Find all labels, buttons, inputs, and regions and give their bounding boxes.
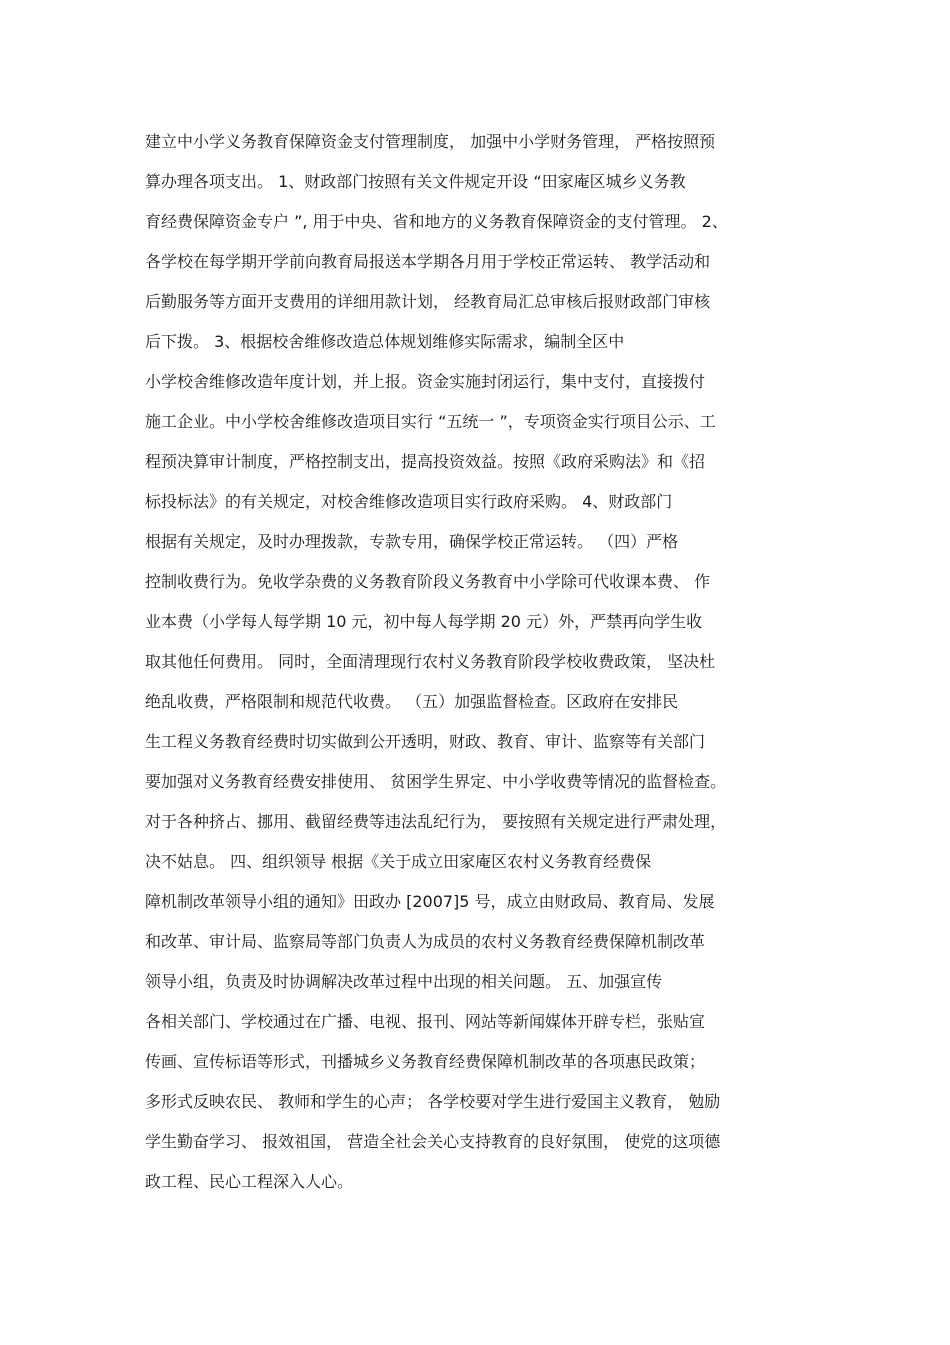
text-line: 各相关部门、学校通过在广播、电视、报刊、网站等新闻媒体开辟专栏，张贴宣: [145, 1012, 706, 1031]
text-line: 生工程义务教育经费时切实做到公开透明，财政、教育、审计、监察等有关部门: [145, 732, 706, 751]
text-line: 传画、宣传标语等形式，刊播城乡义务教育经费保障机制改革的各项惠民政策；: [145, 1052, 706, 1071]
text-line: 控制收费行为。免收学杂费的义务教育阶段义务教育中小学除可代收课本费、 作: [145, 572, 711, 591]
text-line: 绝乱收费，严格限制和规范代收费。 （五）加强监督检查。区政府在安排民: [145, 692, 679, 711]
text-line: 小学校舍维修改造年度计划，并上报。资金实施封闭运行，集中支付，直接拨付: [145, 372, 706, 391]
text-line: 政工程、民心工程深入人心。: [145, 1172, 354, 1191]
text-line: 标投标法》的有关规定，对校舍维修改造项目实行政府采购。 4、财政部门: [145, 492, 673, 511]
text-line: 对于各种挤占、挪用、截留经费等违法乱纪行为， 要按照有关规定进行严肃处理，: [145, 812, 727, 831]
text-line: 领导小组，负责及时协调解决改革过程中出现的相关问题。 五、加强宣传: [145, 972, 663, 991]
text-line: 算办理各项支出。 1、财政部门按照有关文件规定开设 “田家庵区城乡义务教: [145, 172, 686, 191]
text-line: 程预决算审计制度，严格控制支出，提高投资效益。按照《政府采购法》和《招: [145, 452, 706, 471]
text-line: 多形式反映农民、 教师和学生的心声； 各学校要对学生进行爱国主义教育， 勉励: [145, 1092, 721, 1111]
text-line: 取其他任何费用。 同时，全面清理现行农村义务教育阶段学校收费政策， 坚决杜: [145, 652, 716, 671]
text-line: 建立中小学义务教育保障资金支付管理制度， 加强中小学财务管理， 严格按照预: [145, 132, 716, 151]
text-line: 障机制改革领导小组的通知》田政办 [2007]5 号，成立由财政局、教育局、发展: [145, 892, 715, 911]
text-line: 各学校在每学期开学前向教育局报送本学期各月用于学校正常运转、 教学活动和: [145, 252, 711, 271]
text-line: 学生勤奋学习、 报效祖国， 营造全社会关心支持教育的良好氛围， 使党的这项德: [145, 1132, 721, 1151]
text-line: 业本费（小学每人每学期 10 元，初中每人每学期 20 元）外，严禁再向学生收: [145, 612, 703, 631]
text-line: 后下拨。 3、根据校舍维修改造总体规划维修实际需求，编制全区中: [145, 332, 625, 351]
text-line: 和改革、审计局、监察局等部门负责人为成员的农村义务教育经费保障机制改革: [145, 932, 706, 951]
text-line: 后勤服务等方面开支费用的详细用款计划， 经教育局汇总审核后报财政部门审核: [145, 292, 711, 311]
text-line: 要加强对义务教育经费安排使用、 贫困学生界定、中小学收费等情况的监督检查。: [145, 772, 727, 791]
body-text: [145, 122, 810, 1202]
text-line: 决不姑息。 四、组织领导 根据《关于成立田家庵区农村义务教育经费保: [145, 852, 652, 871]
text-line: 施工企业。中小学校舍维修改造项目实行 “五统一 ”，专项资金实行项目公示、工: [145, 412, 716, 431]
text-line: 根据有关规定，及时办理拨款，专款专用，确保学校正常运转。 （四）严格: [145, 532, 679, 551]
text-line: 育经费保障资金专户 ”, 用于中央、省和地方的义务教育保障资金的支付管理。 2、: [145, 212, 728, 231]
